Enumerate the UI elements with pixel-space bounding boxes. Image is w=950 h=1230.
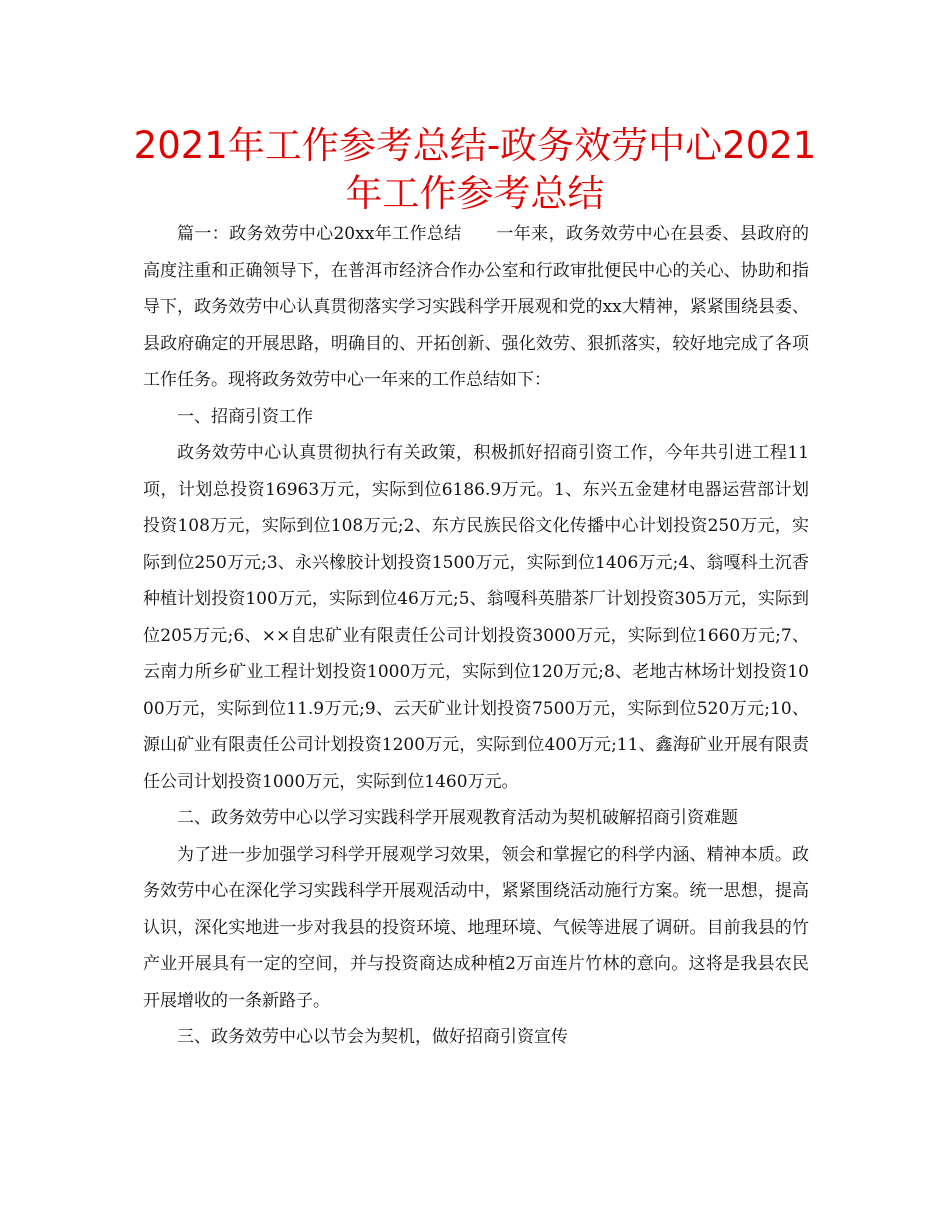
paragraph: 为了进一步加强学习科学开展观学习效果，领会和掌握它的科学内涵、精神本质。政务效劳中心在深化学习实践科学开展观活动中，紧紧围绕活动施行方案。统一思想，提高认识，深化实地进一步对我县的投资环境、地理环境、气候等进展了调研。目前我县的竹产业开展具有一定的空间，并与投资商达成种植2万亩连片竹林的意向。这将是我县农民开展增收的一条新路子。 xyxy=(143,844,809,1011)
document-body xyxy=(143,216,809,1056)
paragraph: 篇一：政务效劳中心20xx年工作总结 一年来，政务效劳中心在县委、县政府的高度注重和正确领导下，在普洱市经济合作办公室和行政审批便民中心的关心、协助和指导下，政务效劳中心认真贯彻落实学习实践科学开展观和党的xx大精神，紧紧围绕县委、县政府确定的开展思路，明确目的、开拓创新、强化效劳、狠抓落实，较好地完成了各项工作任务。现将政务效劳中心一年来的工作总结如下： xyxy=(143,224,809,390)
section-heading: 三、政务效劳中心以节会为契机，做好招商引资宣传 xyxy=(177,1027,568,1047)
section-heading: 一、招商引资工作 xyxy=(177,406,313,427)
section-heading: 二、政务效劳中心以学习实践科学开展观教育活动为契机破解招商引资难题 xyxy=(177,808,738,828)
document-title: 2021年工作参考总结-政务效劳中心2021年工作参考总结 xyxy=(133,124,817,215)
paragraph: 政务效劳中心认真贯彻执行有关政策，积极抓好招商引资工作，今年共引进工程11项，计划总投资16963万元，实际到位6186.9万元。1、东兴五金建材电器运营部计划投资108万元，实际到位108万元;2、东方民族民俗文化传播中心计划投资250万元，实际到位250万元;3、永兴橡胶计划投资1500万元，实际到位1406万元;4、翁嘎科土沉香种植计划投资100万元，实际到位46万元;5、翁嘎科英腊茶厂计划投资305万元，实际到位205万元;6、××自忠矿业有限责任公司计划投资3000万元，实际到位1660万元;7、云南力所乡矿业工程计划投资1000万元，实际到位120万元;8、老地古林场计划投资1000万元，实际到位11.9万元;9、云天矿业计划投资7500万元，实际到位520万元;10、源山矿业有限责任公司计划投资1200万元，实际到位400万元;11、鑫海矿业开展有限责任公司计划投资1000万元，实际到位1460万元。 xyxy=(143,443,809,792)
